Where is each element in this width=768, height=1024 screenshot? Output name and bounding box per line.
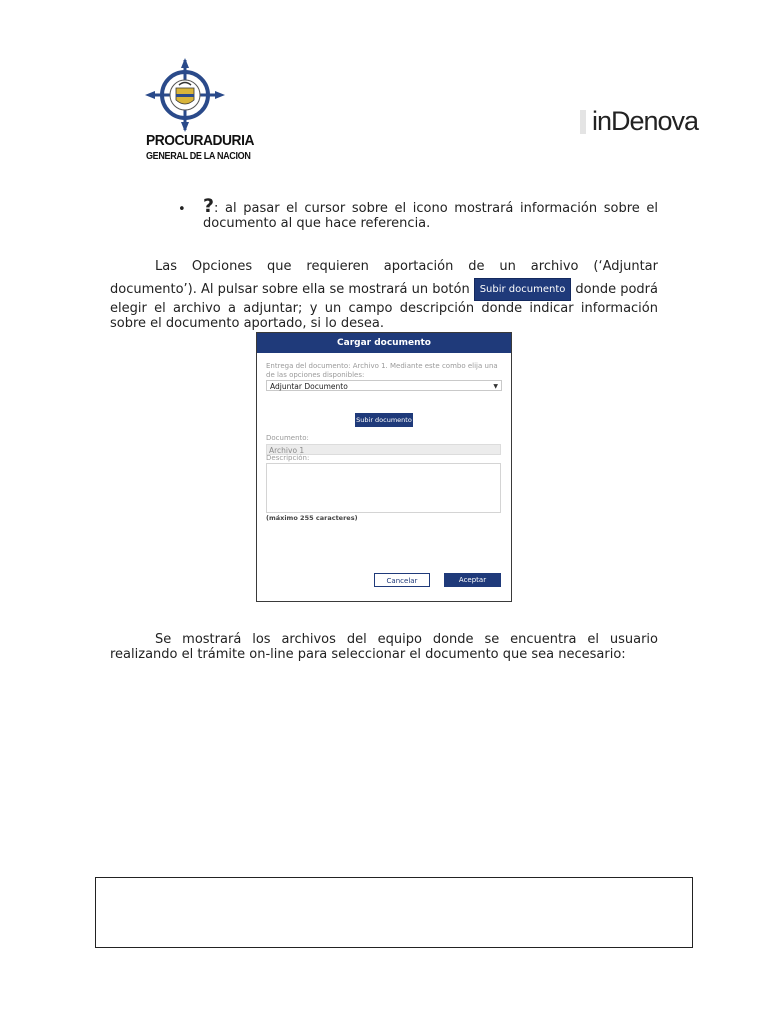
cancel-button[interactable]: Cancelar xyxy=(374,573,430,587)
para3-line1: Se mostrará los archivos del equipo donde se encuentra el usuario xyxy=(155,632,658,647)
para2-line1: Las Opciones que requieren aportación de un archivo (‘Adjuntar xyxy=(155,259,658,274)
brand-bar xyxy=(580,110,586,134)
paragraph-options xyxy=(110,259,658,331)
accept-button[interactable]: Aceptar xyxy=(444,573,501,587)
subir-documento-button[interactable]: Subir documento xyxy=(355,413,413,427)
dialog-title: Cargar documento xyxy=(257,333,511,353)
select-value: Adjuntar Documento xyxy=(270,382,348,391)
question-icon: ? xyxy=(203,195,215,217)
inline-upload-button[interactable]: Subir documento xyxy=(474,278,572,301)
max-chars-note: (máximo 255 caracteres) xyxy=(266,514,358,522)
chevron-down-icon: ▼ xyxy=(493,383,498,390)
document-type-select[interactable] xyxy=(266,380,502,391)
para2-line2-pre: documento’). Al pulsar sobre ella se mostrará un botón xyxy=(110,282,470,297)
para3-line2: realizando el trámite on-line para seleccionar el documento que sea necesario: xyxy=(110,647,626,662)
para2-line2-post: donde podrá xyxy=(575,282,658,297)
para2-line2 xyxy=(110,278,658,301)
footer-box xyxy=(95,877,693,948)
org-subtitle: GENERAL DE LA NACION xyxy=(146,150,251,162)
org-name: PROCURADURIA xyxy=(146,132,254,149)
procuraduria-logo xyxy=(140,58,254,168)
description-label: Descripción: xyxy=(266,454,310,462)
bullet-paragraph xyxy=(203,195,658,231)
document-label: Documento: xyxy=(266,434,309,442)
description-textarea[interactable] xyxy=(266,463,501,513)
para2-line3: elegir el archivo a adjuntar; y un campo descripción donde indicar información xyxy=(110,301,658,316)
bullet-text: : al pasar el cursor sobre el icono mostrará información sobre el documento al que hace referencia. xyxy=(203,201,658,231)
brand-text: inDenova xyxy=(592,106,699,136)
paragraph-files xyxy=(110,632,658,662)
upload-dialog xyxy=(256,332,512,602)
para2-line4: sobre el documento aportado, si lo desea. xyxy=(110,316,384,331)
document-field: Archivo 1 xyxy=(266,444,501,455)
bullet-marker: • xyxy=(178,202,186,217)
compass-emblem-icon xyxy=(145,58,225,132)
dialog-help-text: Entrega del documento: Archivo 1. Mediante este combo elija una de las opciones disponibles: xyxy=(266,362,498,379)
